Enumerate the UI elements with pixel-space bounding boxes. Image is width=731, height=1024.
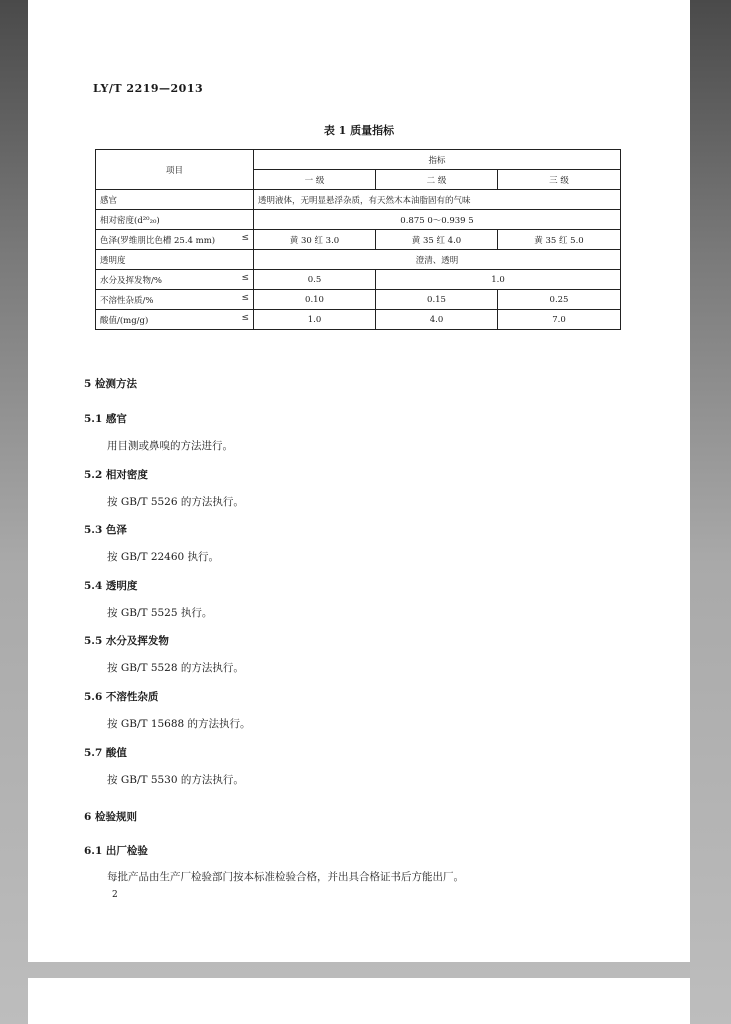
section-text: 用目测或鼻嗅的方法进行。 (107, 440, 233, 452)
row-value: 4.0 (376, 310, 498, 330)
section-heading: 5.1 感官 (84, 413, 127, 425)
section-heading: 6.1 出厂检验 (84, 845, 148, 857)
row-value: 黄 35 红 4.0 (376, 230, 498, 250)
quality-index-table (95, 149, 621, 330)
section-heading: 5.6 不溶性杂质 (84, 691, 159, 703)
table-row (96, 270, 621, 290)
row-name: 感官 (96, 190, 254, 210)
row-name (96, 290, 254, 310)
row-value: 0.15 (376, 290, 498, 310)
header-index: 指标 (254, 150, 621, 170)
le-symbol: ≤ (241, 273, 249, 283)
grade-1: 一 级 (254, 170, 376, 190)
section-text: 按 GB/T 5526 的方法执行。 (107, 496, 244, 508)
grade-2: 二 级 (376, 170, 498, 190)
section-heading: 5 检测方法 (84, 378, 137, 390)
row-value: 1.0 (254, 310, 376, 330)
section-heading: 5.5 水分及挥发物 (84, 635, 169, 647)
table-row (96, 230, 621, 250)
page-number: 2 (112, 890, 118, 900)
section-text: 按 GB/T 22460 执行。 (107, 551, 220, 563)
table-row (96, 290, 621, 310)
row-value: 黄 30 红 3.0 (254, 230, 376, 250)
row-value: 7.0 (498, 310, 621, 330)
row-name (96, 270, 254, 290)
table-header-row (96, 150, 621, 170)
section-heading: 6 检验规则 (84, 811, 137, 823)
le-symbol: ≤ (241, 233, 249, 243)
section-text: 按 GB/T 5528 的方法执行。 (107, 662, 244, 674)
row-name-text: 水分及挥发物/% (100, 275, 162, 286)
section-heading: 5.7 酸值 (84, 747, 127, 759)
next-page-edge (28, 978, 690, 1024)
row-value: 0.25 (498, 290, 621, 310)
section-text: 每批产品由生产厂检验部门按本标准检验合格，并出具合格证书后方能出厂。 (107, 871, 464, 883)
table-row (96, 190, 621, 210)
header-item: 项目 (96, 150, 254, 190)
row-name-text: 酸值/(mg/g) (100, 315, 149, 326)
table-caption: 表 1 质量指标 (323, 124, 395, 137)
row-value: 澄清、透明 (254, 250, 621, 270)
section-text: 按 GB/T 5525 执行。 (107, 607, 213, 619)
row-value: 透明液体，无明显悬浮杂质，有天然木本油脂固有的气味 (254, 190, 621, 210)
row-name-text: 色泽(罗维朋比色槽 25.4 mm) (100, 235, 216, 246)
row-value: 0.10 (254, 290, 376, 310)
section-heading: 5.4 透明度 (84, 580, 138, 592)
row-name: 透明度 (96, 250, 254, 270)
table-row (96, 310, 621, 330)
table-row (96, 250, 621, 270)
section-text: 按 GB/T 15688 的方法执行。 (107, 718, 251, 730)
grade-3: 三 级 (498, 170, 621, 190)
standard-code-header: LY/T 2219—2013 (93, 82, 204, 95)
row-name (96, 230, 254, 250)
row-value: 0.5 (254, 270, 376, 290)
section-text: 按 GB/T 5530 的方法执行。 (107, 774, 244, 786)
section-heading: 5.2 相对密度 (84, 469, 148, 481)
row-name (96, 310, 254, 330)
document-page (28, 0, 690, 962)
le-symbol: ≤ (241, 313, 249, 323)
le-symbol: ≤ (241, 293, 249, 303)
row-value: 0.875 0～0.939 5 (254, 210, 621, 230)
section-heading: 5.3 色泽 (84, 524, 127, 536)
row-value: 黄 35 红 5.0 (498, 230, 621, 250)
row-name-text: 不溶性杂质/% (100, 295, 154, 306)
row-value: 1.0 (376, 270, 621, 290)
table-row (96, 210, 621, 230)
row-name: 相对密度(d²⁰₂₀) (96, 210, 254, 230)
